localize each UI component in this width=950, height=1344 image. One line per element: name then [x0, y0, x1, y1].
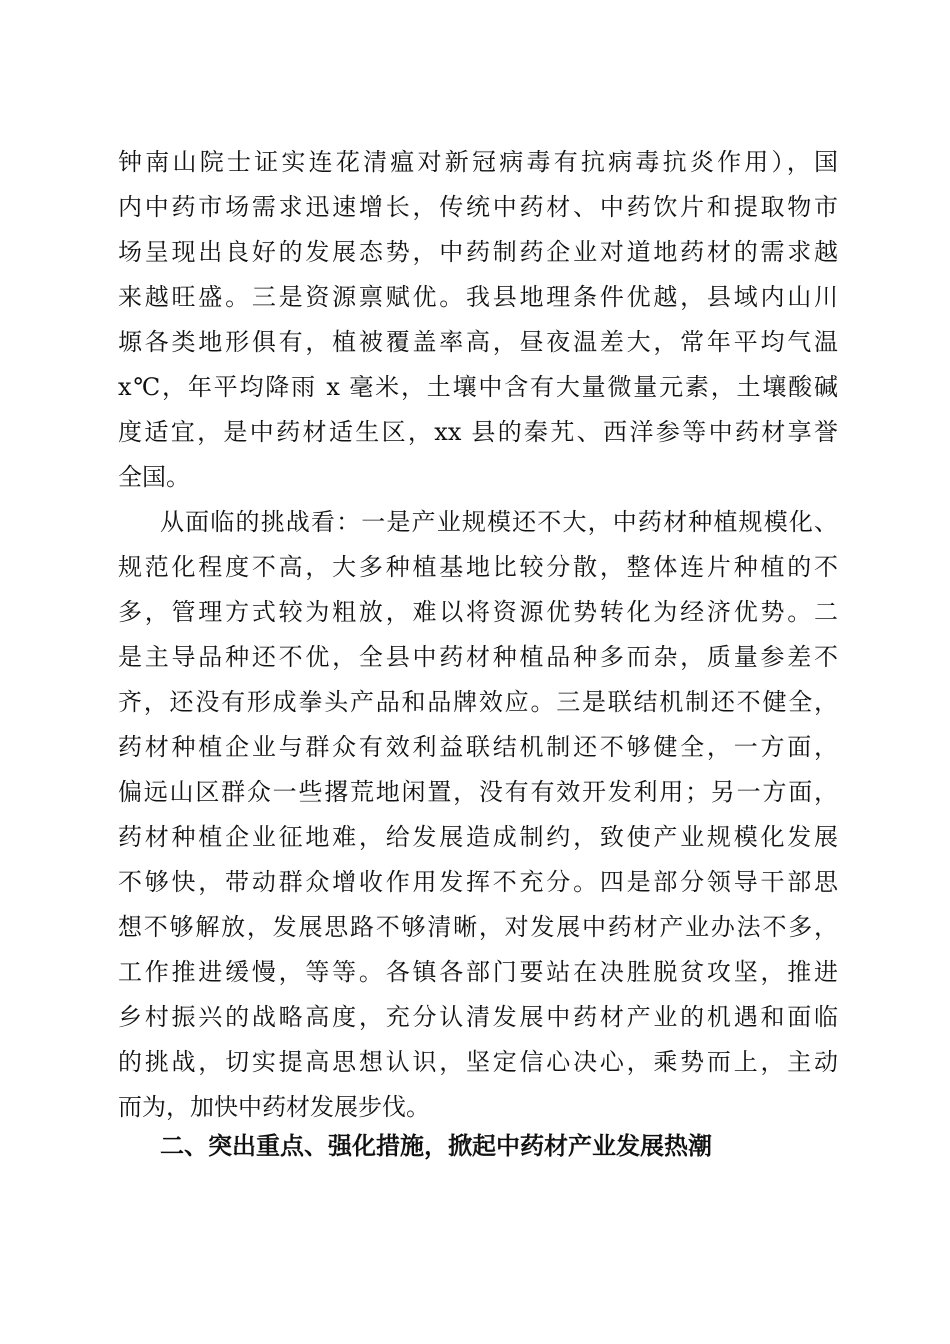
paragraph-line: 而为，加快中药材发展步伐。 — [118, 1093, 430, 1121]
paragraph-line: 药材种植企业与群众有效利益联结机制还不够健全，一方面， — [118, 733, 838, 761]
paragraph-line: 药材种植企业征地难，给发展造成制约，致使产业规模化发展 — [118, 823, 838, 851]
paragraph-line: 偏远山区群众一些撂荒地闲置，没有有效开发利用；另一方面， — [118, 778, 838, 806]
paragraph-line: 想不够解放，发展思路不够清晰，对发展中药材产业办法不多， — [118, 913, 838, 941]
paragraph-line: 规范化程度不高，大多种植基地比较分散，整体连片种植的不 — [118, 553, 838, 581]
paragraph-line: 塬各类地形俱有，植被覆盖率高，昼夜温差大，常年平均气温 — [118, 328, 838, 356]
paragraph-line: 全国。 — [118, 463, 190, 491]
paragraph-line: 来越旺盛。三是资源禀赋优。我县地理条件优越，县域内山川 — [118, 283, 838, 311]
paragraph-line: 齐，还没有形成拳头产品和品牌效应。三是联结机制还不健全， — [118, 688, 838, 716]
paragraph-line: 度适宜，是中药材适生区，xx 县的秦艽、西洋参等中药材享誉 — [118, 418, 838, 446]
paragraph-line: 的挑战，切实提高思想认识，坚定信心决心，乘势而上，主动 — [118, 1048, 838, 1076]
paragraph-line: 钟南山院士证实连花清瘟对新冠病毒有抗病毒抗炎作用），国 — [118, 148, 838, 176]
paragraph-line: 从面临的挑战看：一是产业规模还不大，中药材种植规模化、 — [160, 508, 838, 536]
section-heading: 二、突出重点、强化措施，掀起中药材产业发展热潮 — [160, 1132, 712, 1160]
paragraph-line: x℃，年平均降雨 x 毫米，土壤中含有大量微量元素，土壤酸碱 — [118, 373, 838, 401]
paragraph-line: 工作推进缓慢，等等。各镇各部门要站在决胜脱贫攻坚，推进 — [118, 958, 838, 986]
paragraph-line: 多，管理方式较为粗放，难以将资源优势转化为经济优势。二 — [118, 598, 838, 626]
paragraph-line: 场呈现出良好的发展态势，中药制药企业对道地药材的需求越 — [118, 238, 838, 266]
paragraph-line: 是主导品种还不优，全县中药材种植品种多而杂，质量参差不 — [118, 643, 838, 671]
paragraph-line: 不够快，带动群众增收作用发挥不充分。四是部分领导干部思 — [118, 868, 838, 896]
paragraph-line: 内中药市场需求迅速增长，传统中药材、中药饮片和提取物市 — [118, 193, 838, 221]
paragraph-line: 乡村振兴的战略高度，充分认清发展中药材产业的机遇和面临 — [118, 1003, 838, 1031]
